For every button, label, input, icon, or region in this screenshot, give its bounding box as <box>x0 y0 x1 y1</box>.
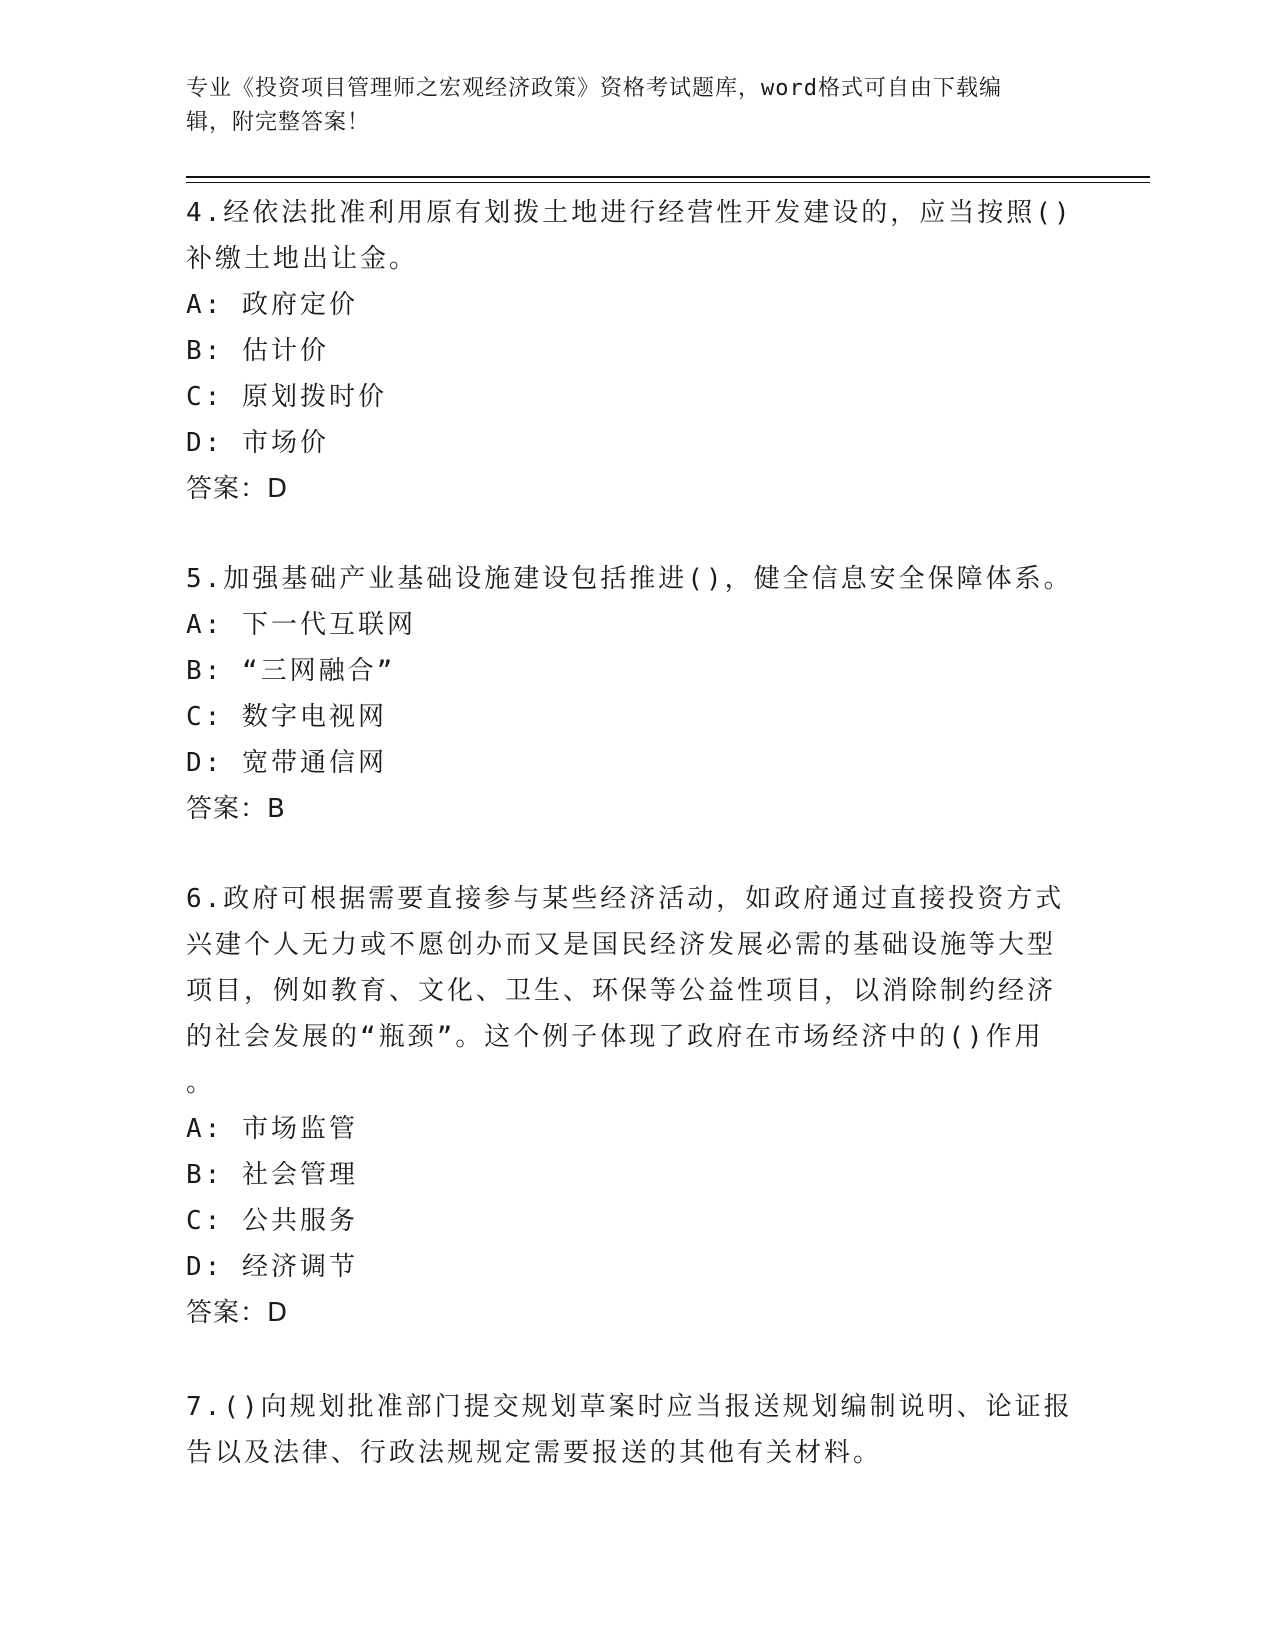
document-header <box>186 72 1066 140</box>
question-5-option-a: A: 下一代互联网 <box>186 610 416 640</box>
question-7-text-line-1: 7.()向规划批准部门提交规划草案时应当报送规划编制说明、论证报 <box>186 1392 1073 1422</box>
question-4-option-d: D: 市场价 <box>186 428 329 458</box>
question-6-text-line-5: 。 <box>186 1068 216 1098</box>
question-4-text-line-2: 补缴土地出让金。 <box>186 244 419 274</box>
question-spacer <box>186 832 1086 876</box>
header-line-1: 专业《投资项目管理师之宏观经济政策》资格考试题库，word格式可自由下载编 <box>186 76 1002 101</box>
question-5-option-c: C: 数字电视网 <box>186 702 387 732</box>
header-line-2: 辑，附完整答案！ <box>186 110 371 135</box>
header-divider-thin <box>186 182 1150 183</box>
question-7 <box>186 1384 1086 1476</box>
question-6-text-line-4: 的社会发展的“瓶颈”。这个例子体现了政府在市场经济中的()作用 <box>186 1022 1044 1052</box>
question-6 <box>186 876 1086 1336</box>
question-5-option-d: D: 宽带通信网 <box>186 748 387 778</box>
question-6-text-line-3: 项目，例如教育、文化、卫生、环保等公益性项目，以消除制约经济 <box>186 976 1057 1006</box>
question-6-option-c: C: 公共服务 <box>186 1206 358 1236</box>
question-6-option-a: A: 市场监管 <box>186 1114 358 1144</box>
question-4-answer: 答案：D <box>186 474 289 504</box>
question-4-text-line-1: 4.经依法批准利用原有划拨土地进行经营性开发建设的，应当按照() <box>186 198 1073 228</box>
question-list <box>186 190 1086 1476</box>
question-5-option-b: B: “三网融合” <box>186 656 396 686</box>
question-spacer <box>186 512 1086 556</box>
question-6-answer: 答案：D <box>186 1298 289 1328</box>
header-divider-thick <box>186 176 1150 178</box>
question-6-option-b: B: 社会管理 <box>186 1160 358 1190</box>
question-5-text-line-1: 5.加强基础产业基础设施建设包括推进()，健全信息安全保障体系。 <box>186 564 1073 594</box>
question-4 <box>186 190 1086 512</box>
question-6-option-d: D: 经济调节 <box>186 1252 358 1282</box>
question-6-text-line-1: 6.政府可根据需要直接参与某些经济活动，如政府通过直接投资方式 <box>186 884 1065 914</box>
question-4-option-b: B: 估计价 <box>186 336 329 366</box>
question-spacer <box>186 1336 1086 1384</box>
question-5-answer: 答案：B <box>186 794 286 824</box>
question-4-option-a: A: 政府定价 <box>186 290 358 320</box>
question-6-text-line-2: 兴建个人无力或不愿创办而又是国民经济发展必需的基础设施等大型 <box>186 930 1057 960</box>
question-4-option-c: C: 原划拨时价 <box>186 382 387 412</box>
question-7-text-line-2: 告以及法律、行政法规规定需要报送的其他有关材料。 <box>186 1438 883 1468</box>
question-5 <box>186 556 1086 832</box>
